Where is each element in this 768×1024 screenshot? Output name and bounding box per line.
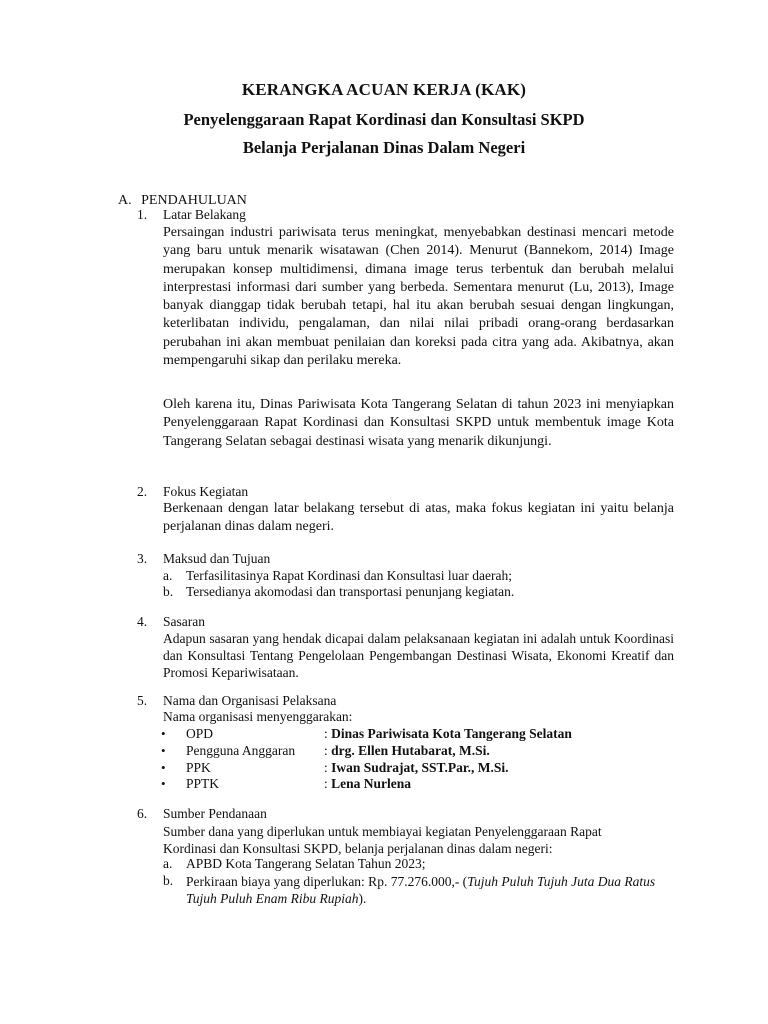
- item-heading: Maksud dan Tujuan: [163, 551, 271, 566]
- org-value: [324, 743, 490, 759]
- list-label: b.: [163, 873, 174, 888]
- cost-text: Perkiraan biaya yang diperlukan: Rp. 77.276.000,- (: [186, 874, 468, 889]
- item-heading: Sasaran: [163, 614, 205, 629]
- colon: :: [324, 760, 328, 775]
- bullet-icon: •: [161, 776, 166, 791]
- item-number: 1.: [137, 207, 148, 222]
- item-number: 5.: [137, 693, 148, 708]
- item-number: 2.: [137, 484, 148, 499]
- list-item: APBD Kota Tangerang Selatan Tahun 2023;: [186, 856, 426, 871]
- paragraph: Sumber dana yang diperlukan untuk membiayai kegiatan Penyelenggaraan Rapat Kordinasi dan Konsultasi SKPD, belanja perjalanan dinas dalam negeri:: [163, 824, 602, 856]
- org-value: [324, 776, 411, 792]
- list-label: a.: [163, 856, 173, 871]
- section-label: A.: [118, 193, 132, 208]
- document-title: KERANGKA ACUAN KERJA (KAK): [241, 80, 527, 99]
- paragraph: Persaingan industri pariwisata terus meningkat, menyebabkan destinasi mencari metode yang baru untuk menarik wisatawan (Chen 2014). Menurut (Bannekom, 2014) Image merupakan konsep multidimensi, dimana image terus terbentuk dan berubah melalui interprestasi informasi dari sumber yang berbeda. Sementara menurut (Lu, 2013), Image banyak dianggap tidak berubah tetapi, hal itu akan berubah sesuai dengan lingkungan, keterlibatan individu, pengalaman, dan nilai nilai pribadi orang-orang berdasarkan perubahan ini akan membuat penilaian dan koreksi pada citra yang ada. Akibatnya, akan mempengaruhi sikap dan perilaku mereka.: [163, 225, 674, 369]
- org-value-text: Iwan Sudrajat, SST.Par., M.Si.: [331, 760, 509, 775]
- org-intro: Nama organisasi menyenggarakan:: [163, 709, 353, 724]
- item-heading: Fokus Kegiatan: [163, 484, 249, 499]
- org-label: Pengguna Anggaran: [186, 743, 296, 758]
- cost-in-words: Tujuh Puluh Tujuh Juta Dua Ratus Tujuh Puluh Enam Ribu Rupiah: [186, 874, 656, 906]
- item-heading: Nama dan Organisasi Pelaksana: [163, 693, 337, 708]
- colon: :: [324, 776, 328, 791]
- list-item: [186, 873, 656, 907]
- paragraph: Oleh karena itu, Dinas Pariwisata Kota Tangerang Selatan di tahun 2023 ini menyiapkan Penyelenggaraan Rapat Kordinasi dan Konsultasi SKPD untuk membentuk image Kota Tangerang Selatan sebagai destinasi wisata yang menarik dikunjungi.: [163, 397, 674, 449]
- org-value: [324, 726, 572, 742]
- org-value-text: Dinas Pariwisata Kota Tangerang Selatan: [331, 726, 572, 741]
- list-label: b.: [163, 584, 174, 599]
- org-label: PPTK: [186, 776, 220, 791]
- colon: :: [324, 726, 328, 741]
- colon: :: [324, 743, 328, 758]
- org-value-text: Lena Nurlena: [331, 776, 412, 791]
- list-label: a.: [163, 568, 173, 583]
- document-subtitle-2: Belanja Perjalanan Dinas Dalam Negeri: [242, 138, 526, 157]
- bullet-icon: •: [161, 743, 166, 758]
- paragraph: Adapun sasaran yang hendak dicapai dalam pelaksanaan kegiatan ini adalah untuk Koordinasi dan Konsultasi Tentang Pengelolaan Pengembangan Destinasi Wisata, Ekonomi Kreatif dan Promosi Kepariwisataan.: [163, 631, 674, 680]
- org-value-text: drg. Ellen Hutabarat, M.Si.: [331, 743, 490, 758]
- list-item: Terfasilitasinya Rapat Kordinasi dan Konsultasi luar daerah;: [186, 568, 512, 583]
- item-number: 6.: [137, 806, 148, 821]
- cost-end: ).: [358, 891, 367, 906]
- org-label: OPD: [186, 726, 214, 741]
- item-number: 4.: [137, 614, 148, 629]
- org-label: PPK: [186, 760, 211, 775]
- org-value: [324, 760, 509, 776]
- document-subtitle-1: Penyelenggaraan Rapat Kordinasi dan Konsultasi SKPD: [183, 110, 585, 129]
- item-heading: Latar Belakang: [163, 207, 246, 222]
- item-heading: Sumber Pendanaan: [163, 806, 267, 821]
- paragraph: Berkenaan dengan latar belakang tersebut di atas, maka fokus kegiatan ini yaitu belanja perjalanan dinas dalam negeri.: [163, 501, 674, 535]
- list-item: Tersedianya akomodasi dan transportasi penunjang kegiatan.: [186, 584, 515, 599]
- section-title: PENDAHULUAN: [141, 193, 247, 208]
- bullet-icon: •: [161, 760, 166, 775]
- item-number: 3.: [137, 551, 148, 566]
- bullet-icon: •: [161, 726, 166, 741]
